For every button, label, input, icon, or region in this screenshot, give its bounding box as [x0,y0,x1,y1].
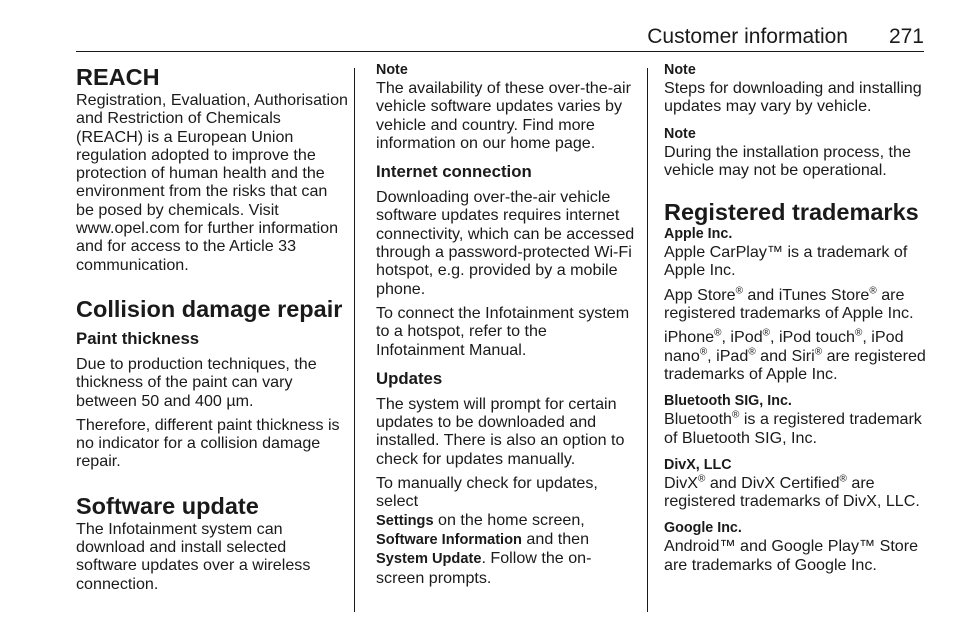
page-number: 271 [888,25,924,48]
bluetooth-heading: Bluetooth SIG, Inc. [664,393,792,410]
ipod-nano-text: , iPod nano [664,328,904,365]
registered-mark: ® [762,328,770,340]
paint-thickness-heading: Paint thickness [76,328,200,348]
siri-text: and Siri [755,346,815,365]
updates-text-pre: To manually check for updates, select [376,474,598,511]
updates-body-2 [376,474,638,587]
internet-body-1: Downloading over-the-air vehicle software updates requires internet connectivity, which can be accessed through a password-protected Wi-Fi hotspot, e.g. provided by a mobile phone. [376,188,635,298]
note-label-2: Note [664,62,696,78]
registered-mark: ® [735,285,743,297]
note-body: The availability of these over-the-air vehicle software updates varies by vehicle and country. Find more information on our home page. [376,79,631,152]
divx-certified-text: and DivX Certified [705,473,840,492]
registered-mark: ® [839,473,847,485]
note-body-2: Steps for downloading and installing updates may vary by vehicle. [664,79,922,116]
internet-connection-heading: Internet connection [376,162,532,182]
divx-text: DivX [664,473,698,492]
apple-heading: Apple Inc. [664,226,733,243]
divx-body-tail: are registered trademarks of DivX, LLC. [664,473,920,511]
apple-body-3-tail: are registered trademarks of Apple Inc. [664,346,926,383]
software-update-body: The Infotainment system can download and install selected software updates over a wireless connection. [76,519,311,593]
ipod-text: , iPod [721,328,763,347]
settings-term: Settings [376,512,434,529]
registered-mark: ® [814,346,823,358]
updates-text-mid-2: and then [521,529,590,548]
divx-body [664,474,926,511]
registered-mark: ® [869,285,877,297]
reach-heading: REACH [76,64,160,90]
software-update-heading: Software update [76,492,259,519]
google-heading: Google Inc. [664,520,742,537]
column-divider-2 [647,68,648,612]
registered-trademarks-heading: Registered trademarks [664,199,919,226]
registered-mark: ® [697,473,706,485]
updates-text-post: . Follow the on-screen prompts. [376,549,592,587]
bluetooth-text: Bluetooth [664,410,733,429]
google-body: Android™ and Google Play™ Store are trademarks of Google Inc. [664,537,919,574]
bluetooth-body-tail: is a registered trademark of Bluetooth SIG, Inc. [664,410,922,447]
column-divider-1 [354,68,355,612]
collision-heading: Collision damage repair [76,295,343,322]
registered-mark: ® [714,328,722,340]
registered-mark: ® [732,409,740,421]
column-1 [76,62,348,593]
header-title: Customer information [647,25,848,48]
iphone-text: iPhone [664,328,715,347]
app-store-text: App Store [664,285,736,304]
ipod-touch-text: , iPod touch [770,328,855,347]
apple-body-3 [664,328,926,383]
updates-body-1: The system will prompt for certain updates to be downloaded and installed. There is also an option to check for updates manually. [376,394,625,468]
paint-body-1: Due to production techniques, the thickness of the paint can vary between 50 and 400 µm. [76,354,317,410]
column-2 [376,62,638,587]
ipad-text: , iPad [707,346,749,365]
bluetooth-body [664,410,926,447]
registered-mark: ® [699,346,708,358]
apple-body-2-tail: are registered trademarks of Apple Inc. [664,285,914,323]
apple-body-2 [664,286,926,323]
registered-mark: ® [855,328,863,340]
reach-body: Registration, Evaluation, Authorisation and Restriction of Chemicals (REACH) is a European Union regulation adopted to improve the protection of human health and the environment from the risks that can be posed by chemicals. Visit www.opel.com for further information and for access to the Article 33 communication. [76,91,348,274]
registered-mark: ® [748,346,756,358]
note-body-3: During the installation process, the vehicle may not be operational. [664,142,911,179]
updates-text-mid-1: on the home screen, [433,510,585,529]
internet-body-2: To connect the Infotainment system to a hotspot, refer to the Infotainment Manual. [376,303,630,359]
column-3 [664,62,926,574]
software-information-term: Software Information [376,531,522,548]
itunes-store-text: and iTunes Store [742,285,870,304]
divx-heading: DivX, LLC [664,456,732,473]
note-label-3: Note [664,125,696,142]
page-header [76,24,924,52]
system-update-term: System Update [376,551,482,568]
note-label: Note [376,62,408,78]
apple-body-1: Apple CarPlay™ is a trademark of Apple Inc. [664,243,908,280]
updates-heading: Updates [376,368,443,388]
paint-body-2: Therefore, different paint thickness is no indicator for a collision damage repair. [76,415,340,471]
